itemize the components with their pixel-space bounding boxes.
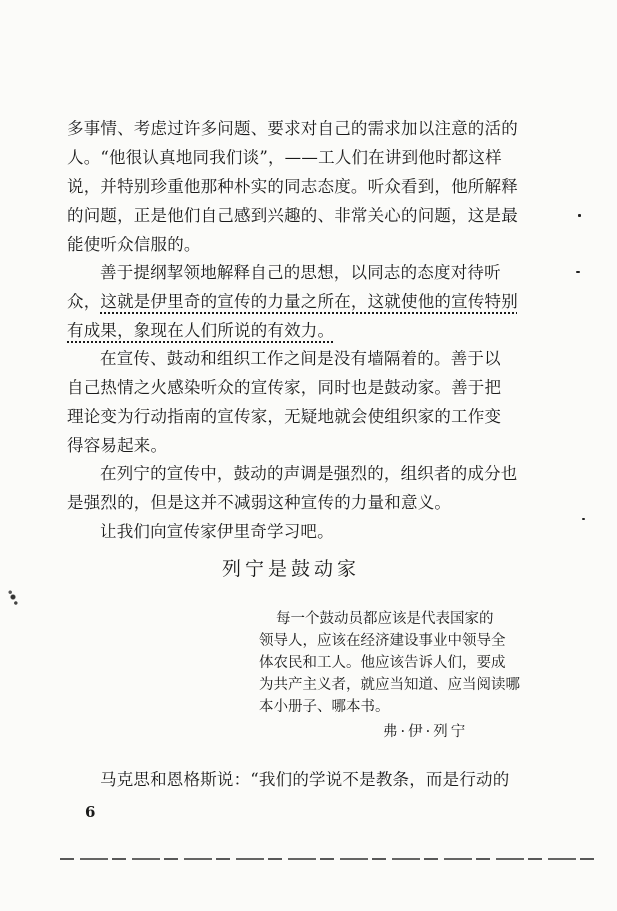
p2-line-3: 有成果，象现在人们所说的有效力。 — [67, 321, 335, 340]
p1-line-5: 能使听众信服的。 — [67, 235, 201, 254]
p2-line-2 — [67, 290, 518, 314]
p3-line-2: 自己热情之火感染听众的宣传家，同时也是鼓动家。善于把 — [67, 378, 502, 397]
epigraph-line-1: 每一个鼓动员都应该是代表国家的 — [276, 611, 494, 627]
p3-line-4: 得容易起来。 — [67, 436, 168, 455]
epigraph-line-3: 体农民和工人。他应该告诉人们，要成 — [259, 655, 506, 671]
scan-bottom-line — [60, 858, 600, 860]
continuation-line: 马克思和恩格斯说：“我们的学说不是教条，而是行动的 — [100, 770, 510, 789]
scan-speck — [582, 518, 585, 520]
p1-line-2: 人。“他很认真地同我们谈”，——工人们在讲到他时都这样 — [67, 148, 502, 167]
p4-line-2: 是强烈的，但是这并不减弱这种宣传的力量和意义。 — [67, 493, 452, 512]
p4-line-1: 在列宁的宣传中，鼓动的声调是强烈的，组织者的成分也 — [100, 464, 518, 483]
epigraph-line-4: 为共产主义者，就应当知道、应当阅读哪 — [259, 677, 520, 693]
scan-speck — [576, 271, 580, 273]
p3-line-1: 在宣传、鼓动和组织工作之间是没有墙隔着的。善于以 — [100, 349, 501, 368]
scan-speck — [578, 214, 581, 217]
emphasized-text: 这就是伊里奇的宣传的力量之所在，这就使他的宣传特别 — [100, 292, 518, 311]
p3-line-3: 理论变为行动指南的宣传家，无疑地就会使组织家的工作变 — [67, 407, 502, 426]
epigraph-line-5: 本小册子、哪本书。 — [259, 699, 390, 715]
epigraph-line-2: 领导人，应该在经济建设事业中领导全 — [259, 633, 506, 649]
p2-line-2-start: 众， — [67, 292, 101, 311]
section-title: 列宁是鼓动家 — [222, 558, 361, 580]
p1-line-4: 的问题，正是他们自己感到兴趣的、非常关心的问题，这是最 — [67, 206, 518, 225]
epigraph-attribution: 弗·伊·列宁 — [383, 724, 469, 740]
p2-line-1: 善于提纲挈领地解释自己的思想，以同志的态度对待听 — [100, 263, 501, 282]
page-number: 6 — [85, 803, 96, 821]
scan-smudge — [6, 585, 20, 609]
p1-line-3: 说，并特别珍重他那种朴实的同志态度。听众看到，他所解释 — [67, 177, 518, 196]
p1-line-1: 多事情、考虑过许多问题、要求对自己的需求加以注意的活的 — [67, 119, 518, 138]
p5-line-1: 让我们向宣传家伊里奇学习吧。 — [100, 522, 334, 541]
